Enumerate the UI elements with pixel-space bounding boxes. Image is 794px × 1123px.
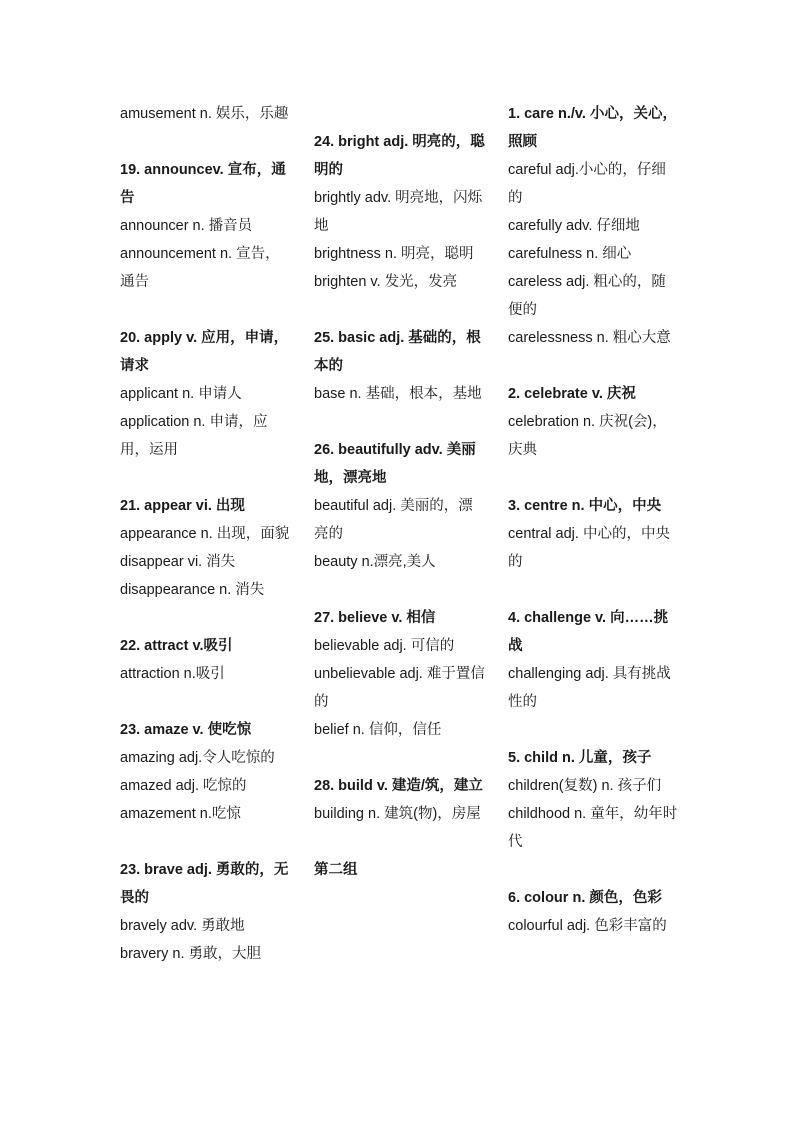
entry-derivative: amazement n.吃惊 (120, 806, 241, 822)
spacer (508, 576, 680, 604)
entry-derivative: brightness n. 明亮，聪明 (314, 246, 474, 262)
entry-derivative: applicant n. 申请人 (120, 386, 242, 402)
entry-derivative: challenging adj. 具有挑战性的 (508, 666, 671, 710)
entry-derivative: base n. 基础，根本，基地 (314, 386, 482, 402)
spacer (314, 408, 486, 436)
entry-heading: 1. care n./v. 小心，关心，照顾 (508, 106, 677, 150)
entry-heading: 23. amaze v. 使吃惊 (120, 722, 252, 738)
entry-derivative: children(复数) n. 孩子们 (508, 778, 662, 794)
entry-derivative: celebration n. 庆祝(会)，庆典 (508, 414, 667, 458)
entry-derivative: attraction n.吸引 (120, 666, 225, 682)
entry-derivative: colourful adj. 色彩丰富的 (508, 918, 667, 934)
column-middle (314, 100, 486, 884)
entry-derivative: careless adj. 粗心的，随便的 (508, 274, 666, 318)
entry-derivative: appearance n. 出现，面貌 (120, 526, 290, 542)
entry-derivative: careful adj.小心的，仔细的 (508, 162, 666, 206)
spacer (508, 352, 680, 380)
spacer (120, 296, 292, 324)
entry-derivative: brightly adv. 明亮地，闪烁地 (314, 190, 483, 234)
spacer (120, 688, 292, 716)
entry-derivative: announcement n. 宣告，通告 (120, 246, 280, 290)
entry-derivative: building n. 建筑(物)，房屋 (314, 806, 481, 822)
spacer (120, 604, 292, 632)
column-left (120, 100, 292, 968)
entry-heading: 2. celebrate v. 庆祝 (508, 386, 636, 402)
entry-derivative: bravely adv. 勇敢地 (120, 918, 245, 934)
spacer (508, 856, 680, 884)
entry-heading: 27. believe v. 相信 (314, 610, 436, 626)
entry-derivative: bravery n. 勇敢，大胆 (120, 946, 261, 962)
spacer (120, 828, 292, 856)
entry-derivative: application n. 申请，应用，运用 (120, 414, 268, 458)
entry-heading: 28. build v. 建造/筑，建立 (314, 778, 483, 794)
entry-derivative: amusement n. 娱乐，乐趣 (120, 106, 289, 122)
entry-heading: 21. appear vi. 出现 (120, 498, 245, 514)
entry-derivative: unbelievable adj. 难于置信的 (314, 666, 485, 710)
entry-derivative: carefulness n. 细心 (508, 246, 632, 262)
entry-derivative: childhood n. 童年，幼年时代 (508, 806, 678, 850)
entry-derivative: brighten v. 发光，发亮 (314, 274, 458, 290)
entry-heading: 24. bright adj. 明亮的，聪明的 (314, 134, 485, 178)
entry-derivative: amazing adj.令人吃惊的 (120, 750, 275, 766)
spacer (314, 100, 486, 128)
entry-heading: 20. apply v. 应用，申请，请求 (120, 330, 289, 374)
spacer (120, 464, 292, 492)
entry-derivative: carefully adv. 仔细地 (508, 218, 640, 234)
entry-heading: 19. announcev. 宣布，通告 (120, 162, 286, 206)
spacer (508, 464, 680, 492)
spacer (508, 716, 680, 744)
spacer (314, 576, 486, 604)
spacer (314, 296, 486, 324)
entry-derivative: central adj. 中心的，中央的 (508, 526, 670, 570)
spacer (120, 128, 292, 156)
entry-heading: 5. child n. 儿童，孩子 (508, 750, 652, 766)
spacer (314, 744, 486, 772)
entry-derivative: belief n. 信仰，信任 (314, 722, 442, 738)
entry-derivative: announcer n. 播音员 (120, 218, 253, 234)
entry-heading: 第二组 (314, 862, 358, 878)
entry-derivative: beautiful adj. 美丽的，漂亮的 (314, 498, 473, 542)
entry-derivative: beauty n.漂亮,美人 (314, 554, 436, 570)
entry-heading: 22. attract v.吸引 (120, 638, 233, 654)
entry-heading: 3. centre n. 中心，中央 (508, 498, 662, 514)
entry-heading: 26. beautifully adv. 美丽地，漂亮地 (314, 442, 476, 486)
entry-derivative: carelessness n. 粗心大意 (508, 330, 671, 346)
entry-heading: 25. basic adj. 基础的，根本的 (314, 330, 481, 374)
entry-heading: 23. brave adj. 勇敢的，无畏的 (120, 862, 289, 906)
entry-derivative: believable adj. 可信的 (314, 638, 455, 654)
entry-heading: 6. colour n. 颜色，色彩 (508, 890, 662, 906)
column-right (508, 100, 680, 940)
entry-derivative: disappearance n. 消失 (120, 582, 265, 598)
entry-heading: 4. challenge v. 向……挑战 (508, 610, 669, 654)
entry-derivative: amazed adj. 吃惊的 (120, 778, 247, 794)
entry-derivative: disappear vi. 消失 (120, 554, 236, 570)
spacer (314, 828, 486, 856)
